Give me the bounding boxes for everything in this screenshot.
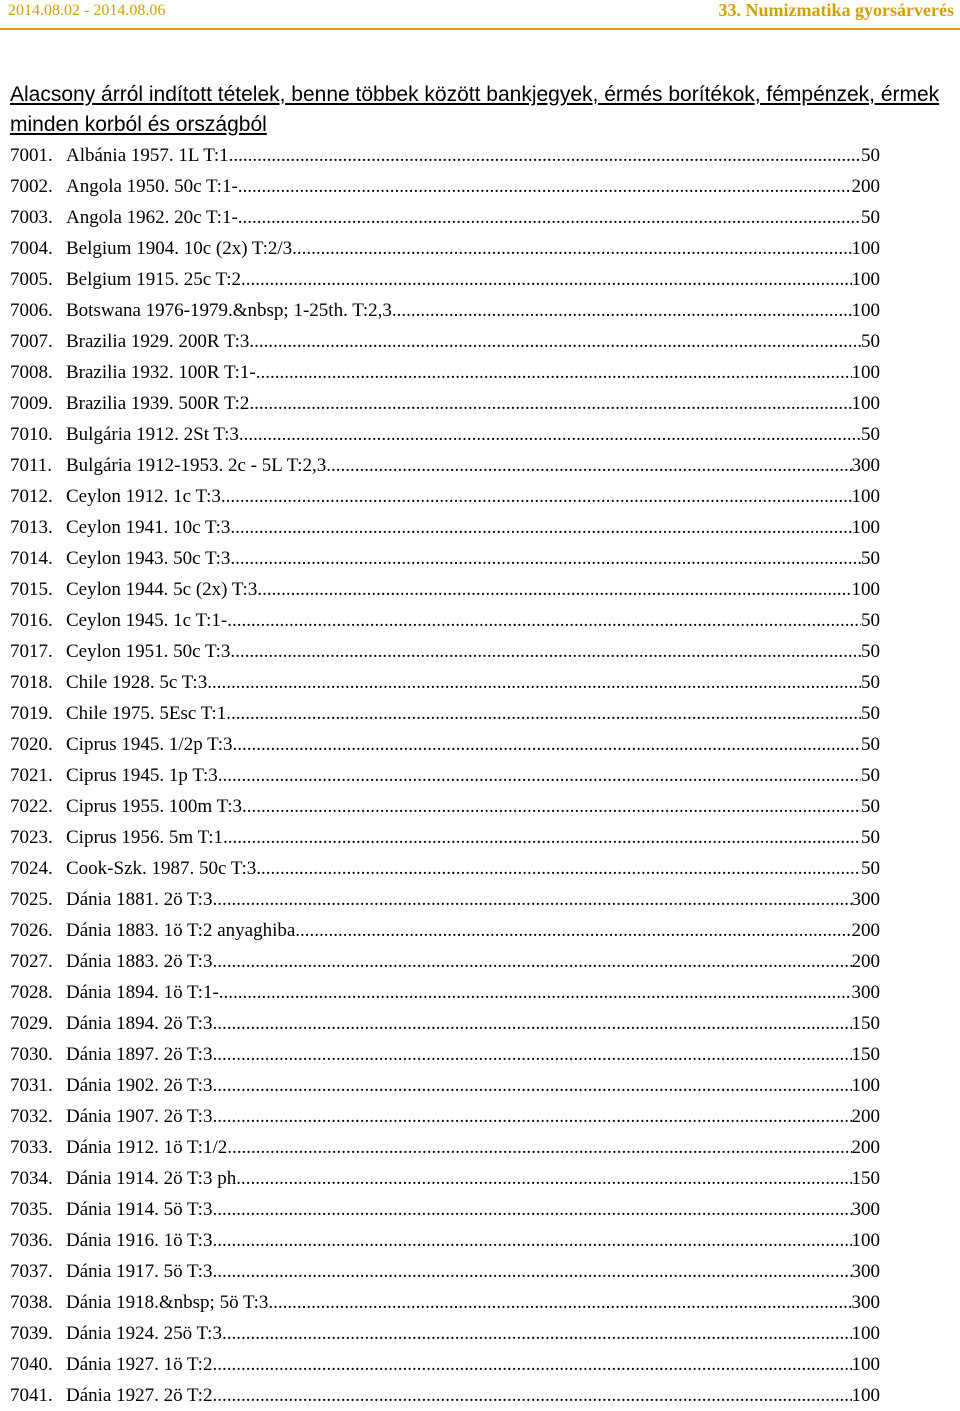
- dot-leader: [227, 605, 861, 636]
- dot-leader: [223, 822, 861, 853]
- lot-description: Cook-Szk. 1987. 50c T:3: [66, 858, 257, 879]
- dot-leader: [238, 171, 852, 202]
- lot-starting-price: 300: [851, 1199, 880, 1220]
- dot-leader: [249, 388, 851, 419]
- lot-number: 7013.: [10, 517, 53, 538]
- lot-row: [10, 1101, 880, 1132]
- lot-starting-price: 200: [851, 920, 880, 941]
- lot-number: 7038.: [10, 1292, 53, 1313]
- lot-row: [10, 295, 880, 326]
- lot-row: [10, 1380, 880, 1411]
- dot-leader: [230, 512, 851, 543]
- lot-description: Brazilia 1932. 100R T:1-: [66, 362, 256, 383]
- lot-description: Dánia 1881. 2ö T:3: [66, 889, 213, 910]
- lot-number: 7034.: [10, 1168, 53, 1189]
- lot-description: Ciprus 1945. 1p T:3: [66, 765, 218, 786]
- dot-leader: [249, 326, 861, 357]
- lot-row: [10, 171, 880, 202]
- dot-leader: [212, 1256, 851, 1287]
- dot-leader: [239, 419, 861, 450]
- lot-starting-price: 200: [851, 1137, 880, 1158]
- lot-starting-price: 300: [851, 455, 880, 476]
- lot-row: [10, 1318, 880, 1349]
- lot-description: Brazilia 1939. 500R T:2: [66, 393, 250, 414]
- lot-number: 7036.: [10, 1230, 53, 1251]
- page-header: [0, 0, 960, 30]
- dot-leader: [229, 140, 861, 171]
- lot-starting-price: 100: [851, 269, 880, 290]
- lot-starting-price: 50: [861, 610, 880, 631]
- lot-starting-price: 50: [861, 858, 880, 879]
- dot-leader: [218, 760, 861, 791]
- lot-starting-price: 50: [861, 331, 880, 352]
- lot-description: Dánia 1927. 2ö T:2: [66, 1385, 213, 1406]
- lot-number: 7005.: [10, 269, 53, 290]
- dot-leader: [292, 233, 851, 264]
- lot-number: 7030.: [10, 1044, 53, 1065]
- lot-row: [10, 605, 880, 636]
- dot-leader: [257, 574, 851, 605]
- lot-description: Brazilia 1929. 200R T:3: [66, 331, 250, 352]
- lot-number: 7026.: [10, 920, 53, 941]
- lot-row: [10, 1039, 880, 1070]
- dot-leader: [212, 1349, 851, 1380]
- lot-number: 7039.: [10, 1323, 53, 1344]
- dot-leader: [241, 264, 852, 295]
- lot-description: Chile 1928. 5c T:3: [66, 672, 208, 693]
- lot-starting-price: 150: [851, 1168, 880, 1189]
- lot-row: [10, 326, 880, 357]
- lot-starting-price: 100: [851, 1354, 880, 1375]
- dot-leader: [212, 946, 851, 977]
- lot-row: [10, 450, 880, 481]
- lot-starting-price: 100: [851, 486, 880, 507]
- lot-starting-price: 50: [861, 641, 880, 662]
- lot-row: [10, 977, 880, 1008]
- lot-number: 7015.: [10, 579, 53, 600]
- lot-row: [10, 1070, 880, 1101]
- lot-number: 7037.: [10, 1261, 53, 1282]
- lot-row: [10, 667, 880, 698]
- lot-number: 7012.: [10, 486, 53, 507]
- dot-leader: [230, 636, 861, 667]
- lot-starting-price: 100: [851, 1075, 880, 1096]
- dot-leader: [222, 1318, 852, 1349]
- lot-description: Belgium 1915. 25c T:2: [66, 269, 241, 290]
- lot-row: [10, 1256, 880, 1287]
- lot-number: 7014.: [10, 548, 53, 569]
- dot-leader: [221, 481, 852, 512]
- dot-leader: [233, 729, 861, 760]
- lot-starting-price: 200: [851, 1106, 880, 1127]
- auction-dates: 2014.08.02 - 2014.08.06: [8, 2, 166, 19]
- lot-number: 7032.: [10, 1106, 53, 1127]
- lot-row: [10, 884, 880, 915]
- lot-description: Dánia 1883. 1ö T:2 anyaghiba: [66, 920, 296, 941]
- lot-description: Angola 1950. 50c T:1-: [66, 176, 238, 197]
- lot-starting-price: 100: [851, 517, 880, 538]
- lot-number: 7007.: [10, 331, 53, 352]
- lot-number: 7041.: [10, 1385, 53, 1406]
- lot-row: [10, 853, 880, 884]
- auction-title: 33. Numizmatika gyorsárverés: [718, 0, 954, 20]
- lot-starting-price: 50: [861, 827, 880, 848]
- lot-number: 7021.: [10, 765, 53, 786]
- lot-row: [10, 419, 880, 450]
- lot-description: Dánia 1912. 1ö T:1/2: [66, 1137, 228, 1158]
- dot-leader: [242, 791, 861, 822]
- lot-starting-price: 300: [851, 889, 880, 910]
- lot-description: Albánia 1957. 1L T:1: [66, 145, 229, 166]
- lot-starting-price: 50: [861, 796, 880, 817]
- lot-row: [10, 791, 880, 822]
- lot-number: 7019.: [10, 703, 53, 724]
- lot-description: Belgium 1904. 10c (2x) T:2/3: [66, 238, 293, 259]
- lot-number: 7006.: [10, 300, 53, 321]
- lot-number: 7011.: [10, 455, 53, 476]
- lot-starting-price: 100: [851, 1323, 880, 1344]
- dot-leader: [295, 915, 851, 946]
- lot-number: 7024.: [10, 858, 53, 879]
- lot-row: [10, 1287, 880, 1318]
- lot-row: [10, 1163, 880, 1194]
- lot-list: [10, 140, 880, 1411]
- lot-row: [10, 574, 880, 605]
- lot-number: 7027.: [10, 951, 53, 972]
- lot-starting-price: 100: [851, 1385, 880, 1406]
- lot-starting-price: 50: [861, 765, 880, 786]
- lot-number: 7035.: [10, 1199, 53, 1220]
- lot-description: Ceylon 1941. 10c T:3: [66, 517, 231, 538]
- dot-leader: [238, 202, 861, 233]
- lot-row: [10, 1194, 880, 1225]
- lot-description: Ceylon 1944. 5c (2x) T:3: [66, 579, 258, 600]
- lot-number: 7002.: [10, 176, 53, 197]
- lot-description: Ciprus 1955. 100m T:3: [66, 796, 243, 817]
- lot-number: 7022.: [10, 796, 53, 817]
- lot-starting-price: 100: [851, 362, 880, 383]
- lot-row: [10, 1225, 880, 1256]
- lot-row: [10, 760, 880, 791]
- lot-number: 7017.: [10, 641, 53, 662]
- lot-description: Bulgária 1912-1953. 2c - 5L T:2,3: [66, 455, 327, 476]
- dot-leader: [392, 295, 852, 326]
- lot-description: Chile 1975. 5Esc T:1: [66, 703, 227, 724]
- dot-leader: [227, 1132, 851, 1163]
- lot-number: 7040.: [10, 1354, 53, 1375]
- lot-starting-price: 200: [851, 176, 880, 197]
- dot-leader: [212, 1194, 851, 1225]
- lot-starting-price: 100: [851, 300, 880, 321]
- lot-row: [10, 636, 880, 667]
- lot-starting-price: 150: [851, 1044, 880, 1065]
- dot-leader: [256, 853, 861, 884]
- lot-row: [10, 140, 880, 171]
- lot-description: Ciprus 1956. 5m T:1: [66, 827, 224, 848]
- lot-number: 7023.: [10, 827, 53, 848]
- lot-row: [10, 698, 880, 729]
- lot-number: 7010.: [10, 424, 53, 445]
- lot-description: Dánia 1907. 2ö T:3: [66, 1106, 213, 1127]
- lot-description: Dánia 1918.&nbsp; 5ö T:3: [66, 1292, 269, 1313]
- lot-starting-price: 50: [861, 703, 880, 724]
- lot-starting-price: 200: [851, 951, 880, 972]
- lot-description: Bulgária 1912. 2St T:3: [66, 424, 239, 445]
- lot-description: Dánia 1894. 2ö T:3: [66, 1013, 213, 1034]
- lot-description: Botswana 1976-1979.&nbsp; 1-25th. T:2,3: [66, 300, 392, 321]
- lot-starting-price: 50: [861, 734, 880, 755]
- lot-starting-price: 300: [851, 1261, 880, 1282]
- lot-number: 7031.: [10, 1075, 53, 1096]
- dot-leader: [207, 667, 861, 698]
- lot-row: [10, 1349, 880, 1380]
- lot-row: [10, 729, 880, 760]
- lot-description: Ceylon 1945. 1c T:1-: [66, 610, 228, 631]
- lot-starting-price: 100: [851, 238, 880, 259]
- lot-starting-price: 50: [861, 145, 880, 166]
- lot-row: [10, 388, 880, 419]
- lot-number: 7003.: [10, 207, 53, 228]
- dot-leader: [212, 1070, 851, 1101]
- lot-description: Ceylon 1951. 50c T:3: [66, 641, 231, 662]
- dot-leader: [212, 1101, 851, 1132]
- lot-row: [10, 1008, 880, 1039]
- lot-description: Dánia 1914. 2ö T:3 ph: [66, 1168, 237, 1189]
- lot-number: 7025.: [10, 889, 53, 910]
- lot-number: 7029.: [10, 1013, 53, 1034]
- lot-row: [10, 512, 880, 543]
- lot-row: [10, 357, 880, 388]
- lot-description: Dánia 1924. 25ö T:3: [66, 1323, 222, 1344]
- lot-description: Ceylon 1912. 1c T:3: [66, 486, 221, 507]
- lot-row: [10, 915, 880, 946]
- lot-description: Dánia 1894. 1ö T:1-: [66, 982, 219, 1003]
- lot-row: [10, 202, 880, 233]
- lot-number: 7033.: [10, 1137, 53, 1158]
- dot-leader: [268, 1287, 851, 1318]
- lot-description: Dánia 1917. 5ö T:3: [66, 1261, 213, 1282]
- lot-row: [10, 822, 880, 853]
- lot-row: [10, 1132, 880, 1163]
- lot-number: 7001.: [10, 145, 53, 166]
- lot-description: Dánia 1897. 2ö T:3: [66, 1044, 213, 1065]
- dot-leader: [230, 543, 861, 574]
- lot-number: 7018.: [10, 672, 53, 693]
- dot-leader: [226, 698, 861, 729]
- lot-number: 7028.: [10, 982, 53, 1003]
- dot-leader: [236, 1163, 851, 1194]
- lot-description: Dánia 1916. 1ö T:3: [66, 1230, 213, 1251]
- dot-leader: [256, 357, 852, 388]
- dot-leader: [212, 1039, 851, 1070]
- lot-description: Dánia 1883. 2ö T:3: [66, 951, 213, 972]
- lot-number: 7009.: [10, 393, 53, 414]
- lot-row: [10, 264, 880, 295]
- dot-leader: [212, 884, 851, 915]
- lot-starting-price: 150: [851, 1013, 880, 1034]
- lot-starting-price: 50: [861, 207, 880, 228]
- lot-starting-price: 100: [851, 579, 880, 600]
- dot-leader: [219, 977, 852, 1008]
- lot-description: Angola 1962. 20c T:1-: [66, 207, 238, 228]
- lot-starting-price: 300: [851, 982, 880, 1003]
- lot-number: 7016.: [10, 610, 53, 631]
- lot-starting-price: 100: [851, 1230, 880, 1251]
- lot-description: Ciprus 1945. 1/2p T:3: [66, 734, 233, 755]
- lot-number: 7008.: [10, 362, 53, 383]
- header-divider: [0, 28, 960, 30]
- lot-row: [10, 481, 880, 512]
- section-heading: Alacsony árról indított tételek, benne többek között bankjegyek, érmés borítékok, fémpénzek, érmek minden korból és országból: [10, 83, 940, 136]
- lot-row: [10, 233, 880, 264]
- lot-starting-price: 300: [851, 1292, 880, 1313]
- lot-starting-price: 100: [851, 393, 880, 414]
- dot-leader: [212, 1380, 851, 1411]
- lot-description: Dánia 1927. 1ö T:2: [66, 1354, 213, 1375]
- lot-starting-price: 50: [861, 548, 880, 569]
- lot-number: 7004.: [10, 238, 53, 259]
- lot-starting-price: 50: [861, 424, 880, 445]
- lot-description: Dánia 1902. 2ö T:3: [66, 1075, 213, 1096]
- lot-row: [10, 946, 880, 977]
- lot-description: Ceylon 1943. 50c T:3: [66, 548, 231, 569]
- lot-row: [10, 543, 880, 574]
- lot-description: Dánia 1914. 5ö T:3: [66, 1199, 213, 1220]
- dot-leader: [212, 1008, 851, 1039]
- dot-leader: [212, 1225, 851, 1256]
- lot-number: 7020.: [10, 734, 53, 755]
- dot-leader: [326, 450, 851, 481]
- lot-starting-price: 50: [861, 672, 880, 693]
